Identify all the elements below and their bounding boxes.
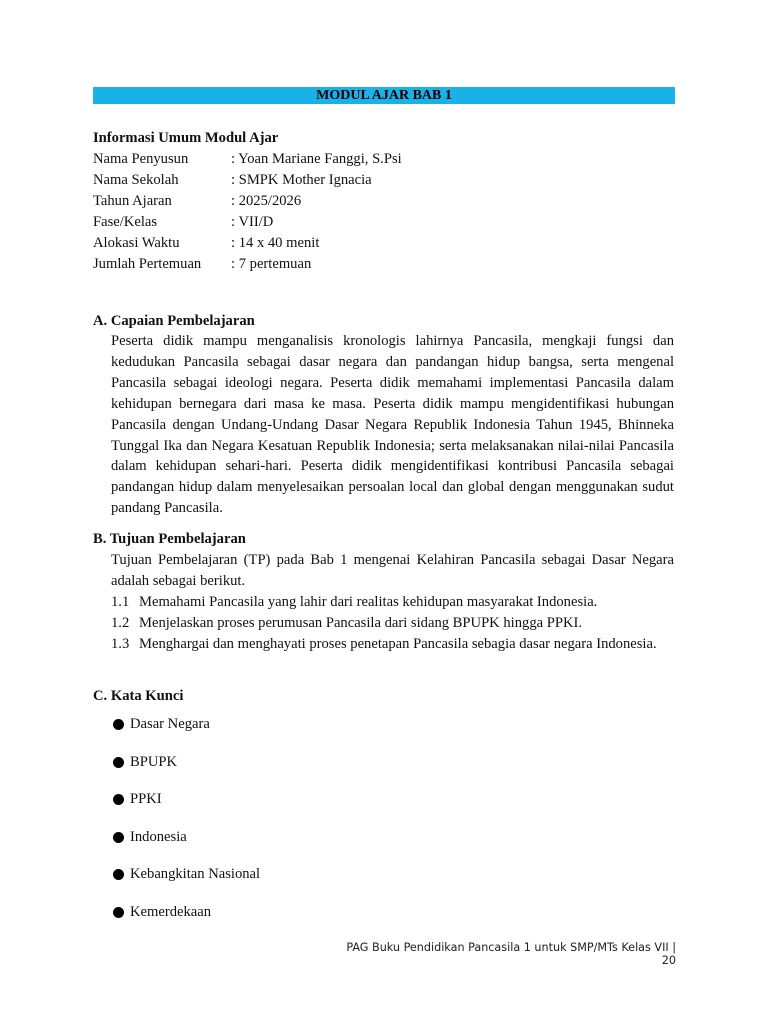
info-label: Nama Sekolah xyxy=(93,172,179,188)
section-b-heading: B. Tujuan Pembelajaran xyxy=(93,531,246,547)
info-label: Fase/Kelas xyxy=(93,214,158,230)
objective-text: Memahami Pancasila yang lahir dari realitas kehidupan masyarakat Indonesia. xyxy=(139,594,598,610)
objective-item xyxy=(111,592,674,613)
section-b-intro: Tujuan Pembelajaran (TP) pada Bab 1 mengenai Kelahiran Pancasila sebagai Dasar Negara adalah sebagai berikut. xyxy=(111,552,674,589)
info-label: Tahun Ajaran xyxy=(93,193,172,209)
objective-text: Menjelaskan proses perumusan Pancasila dari sidang BPUPK hingga PPKI. xyxy=(139,614,583,631)
general-info-heading: Informasi Umum Modul Ajar xyxy=(93,130,279,146)
bullet-icon xyxy=(113,719,124,730)
keyword-item xyxy=(111,864,511,902)
objective-text: Menghargai dan menghayati proses penetapan Pancasila sebagia dasar negara Indonesia. xyxy=(139,635,657,652)
keyword-text: Indonesia xyxy=(130,828,187,845)
objective-number: 1.1 xyxy=(111,594,130,610)
keyword-text: Kebangkitan Nasional xyxy=(130,866,261,883)
keyword-item xyxy=(111,827,511,865)
info-value: : VII/D xyxy=(231,214,274,230)
info-row-meetings xyxy=(93,254,683,275)
info-label: Nama Penyusun xyxy=(93,151,189,167)
info-row-year xyxy=(93,191,683,212)
keyword-item xyxy=(111,902,511,940)
bullet-icon xyxy=(113,757,124,768)
info-row-class xyxy=(93,212,683,233)
section-c-heading: C. Kata Kunci xyxy=(93,688,184,704)
keyword-text: Kemerdekaan xyxy=(130,903,212,920)
general-info xyxy=(93,128,683,275)
info-value: : 2025/2026 xyxy=(231,193,302,209)
bullet-icon xyxy=(113,869,124,880)
module-title: MODUL AJAR BAB 1 xyxy=(93,87,675,104)
objective-item xyxy=(111,613,674,634)
info-value: : Yoan Mariane Fanggi, S.Psi xyxy=(231,151,402,167)
info-label: Alokasi Waktu xyxy=(93,235,180,251)
bullet-icon xyxy=(113,832,124,843)
objective-number: 1.3 xyxy=(111,635,130,652)
page-footer: PAG Buku Pendidikan Pancasila 1 untuk SMP/MTs Kelas VII | 20 xyxy=(346,941,676,967)
info-value: : 14 x 40 menit xyxy=(231,235,320,251)
info-value: : SMPK Mother Ignacia xyxy=(231,172,372,188)
bullet-icon xyxy=(113,794,124,805)
learning-objectives xyxy=(111,592,674,655)
objective-number: 1.2 xyxy=(111,614,130,631)
info-row-school xyxy=(93,170,683,191)
keyword-item xyxy=(111,752,511,790)
info-row-time xyxy=(93,233,683,254)
keyword-list xyxy=(111,714,511,940)
section-a-text: Peserta didik mampu menganalisis kronologis lahirnya Pancasila, mengkaji fungsi dan kedudukan Pancasila sebagai dasar negara dan pandangan hidup bangsa, serta mengenal Pancasila sebagai ideologi negara. Peserta didik memahami implementasi Pancasila dalam kehidupan bernegara dari masa ke masa. Peserta didik mampu mengidentifikasi hubungan Pancasila dengan Undang-Undang Dasar Negara Republik Indonesia Tahun 1945, Bhinneka Tunggal Ika dan Negara Kesatuan Republik Indonesia; serta melaksanakan nilai-nilai Pancasila dalam kehidupan sehari-hari. Peserta didik mengidentifikasi kontribusi Pancasila sebagai pandangan hidup dalam menyelesaikan persoalan local dan global dengan menggunakan sudut pandang Pancasila. xyxy=(111,333,674,517)
keyword-item xyxy=(111,789,511,827)
keyword-item xyxy=(111,714,511,752)
keyword-text: PPKI xyxy=(130,791,162,808)
info-label: Jumlah Pertemuan xyxy=(93,256,202,272)
section-a-heading: A. Capaian Pembelajaran xyxy=(93,313,255,329)
info-row-author xyxy=(93,149,683,170)
keyword-text: BPUPK xyxy=(130,753,178,770)
keyword-text: Dasar Negara xyxy=(130,716,210,732)
info-value: : 7 pertemuan xyxy=(231,256,312,272)
objective-item xyxy=(111,634,674,655)
bullet-icon xyxy=(113,907,124,918)
